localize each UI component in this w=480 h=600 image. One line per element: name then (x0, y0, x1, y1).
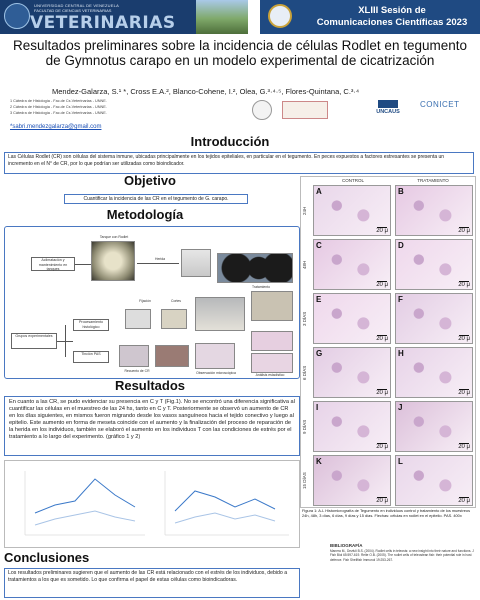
tile-letter: C (316, 241, 322, 250)
tile-scale: 20 μ (458, 444, 470, 450)
objective-text: Cuantificar la incidencia de las CR en el tegumento de G. carapo. (64, 194, 248, 204)
row-label: 24H (302, 206, 307, 215)
event-seal (268, 4, 292, 28)
stats-label: Análisis estadístico (255, 373, 285, 377)
results-heading: Resultados (114, 378, 186, 393)
microscope-view-photo (195, 343, 235, 369)
flow-line (65, 325, 66, 357)
row-label: 3 DÍAS (302, 311, 307, 326)
session-title (308, 5, 476, 29)
affiliation-1: 1 Cátedra de Histología - Fac.de Cs.Veterinarias - UNNE. (10, 99, 107, 103)
histology-tile (395, 185, 473, 236)
faculty-word: VETERINARIAS (30, 13, 176, 33)
uncaus-logo (366, 100, 410, 120)
tile-scale: 20 μ (376, 228, 388, 234)
sections-label: Cortes (171, 299, 181, 303)
conicet-logo (420, 100, 476, 120)
lab-work-photo (195, 297, 245, 331)
tile-scale: 20 μ (376, 336, 388, 342)
tile-letter: E (316, 295, 322, 304)
bibliography (330, 544, 474, 600)
treatment-label: Tratamiento (252, 285, 270, 289)
tile-letter: A (316, 187, 322, 196)
staining-photo (119, 345, 149, 367)
histology-tile (395, 239, 473, 290)
university-logo (4, 3, 30, 29)
affiliation-2: 2 Cátedra de Histología - Fac.de Cs.Veterinarias - UNNE. (10, 105, 107, 109)
slides-photo (155, 345, 189, 367)
conclusions-heading: Conclusiones (4, 550, 90, 565)
tile-scale: 20 μ (376, 444, 388, 450)
histology-tile (313, 239, 391, 290)
header-banner-right (260, 0, 480, 34)
tile-letter: K (316, 457, 322, 466)
flow-line (75, 264, 91, 265)
tile-scale: 20 μ (458, 336, 470, 342)
sections-photo (161, 309, 187, 329)
count-label: Recuento de CR (124, 369, 150, 373)
stain-box: Tinción PAS (73, 351, 109, 363)
tile-letter: G (316, 349, 323, 358)
groups-box: Grupos experimentales (11, 333, 57, 349)
figure-caption: Figura 1: A-L Histomicrografía de Tegumento en individuos control y tratamiento de los muestreos 24h, 48h, 3 días, 6 días, 9 días y 15 días. Flechas: células en rodlet en el epitelio. PAS. 400x (302, 508, 471, 518)
poster-title: Resultados preliminares sobre la incidencia de células Rodlet en tegumento de Gymnotus carapo en un modelo experimental de cicatrización (12, 38, 467, 68)
uncaus-logo-text: UNCAUS (376, 109, 400, 115)
fixation-label: Fijación (139, 299, 151, 303)
faculty-name: FACULTAD DE CIENCIAS VETERINARIAS (34, 8, 112, 13)
intro-text: Las Células Rodlet (CR) son células del sistema inmune, ubicadas principalmente en los tejidos epiteliales, en particular en el tegumento. En peces expuestos a factores estresantes se presenta un incremento en el N° de CR, por lo que podrían ser utilizadas como bioindicador. (4, 152, 474, 174)
chart-2 (165, 471, 289, 535)
partner-seal-logo (252, 100, 272, 120)
processing-box: Procesamiento histológico (73, 319, 109, 331)
bibliography-heading: BIBLIOGRAFÍA (330, 543, 363, 548)
lab-logo (282, 101, 328, 119)
tile-letter: I (316, 403, 319, 412)
observation-label: Observación microscópica (196, 371, 236, 375)
results-text: En cuanto a las CR, se pudo evidenciar su presencia en C y T (Fig.1). No se encontró una diferencia significativa al cuantificar las células en el muestreo de las 24 hs, tanto en C y T. Posteriormente se observó un aumento de CR en los días siguientes, en mismos fueron migrando desde los vasos sanguíneos hacia el tejido conectivo y luego al epitelio. Este aumento en forma de meseta coincide con el aumento y la finalización del proceso de reparación de la herida en los individuos, también se elaboró el aumento en los individuos T con las condiciones de estrés por el tratamiento a lo largo del experimento. (gráfico 1 y 2) (4, 396, 300, 456)
histology-tile (395, 293, 473, 344)
line-charts (5, 461, 299, 547)
affiliation-3: 3 Cátedra de Histología - Fac.de Cs.Veterinarias - UNNE. (10, 111, 107, 115)
tile-scale: 20 μ (458, 282, 470, 288)
row-label: 9 DÍAS (302, 419, 307, 434)
tile-letter: J (398, 403, 403, 412)
tile-scale: 20 μ (376, 282, 388, 288)
column-treatment: TRATAMIENTO (417, 178, 449, 183)
acclimation-box: Aclimatación y mantenimiento en tanques (31, 257, 75, 271)
row-label: 15 DÍAS (302, 472, 307, 489)
methodology-heading: Metodología (106, 207, 184, 222)
row-label: 6 DÍAS (302, 365, 307, 380)
fixation-photo (125, 309, 151, 329)
university-name: UNIVERSIDAD CENTRAL DE VENEZUELA (34, 3, 119, 8)
methodology-flowchart (4, 226, 300, 379)
session-line-1: XLIII Sesión de (358, 5, 426, 16)
tile-letter: H (398, 349, 404, 358)
tile-scale: 20 μ (458, 228, 470, 234)
treatment-tanks-photo (217, 253, 293, 283)
fish-photo (181, 249, 211, 277)
session-line-2: Comunicaciones Científicas 2023 (316, 17, 468, 28)
conclusions-text: Los resultados preliminares sugieren que el aumento de las CR está relacionado con el estrés de los individuos, debido a tratamientos a los que es sometido. Lo que confirma el papel de estas células como bioindicadoras. (4, 568, 300, 598)
histology-figure (300, 176, 476, 508)
results-charts (4, 460, 300, 548)
histology-tile (313, 455, 391, 506)
objective-heading: Objetivo (123, 173, 176, 188)
tile-letter: L (398, 457, 403, 466)
flow-line (137, 263, 179, 264)
histology-photo-1 (251, 331, 293, 351)
tile-scale: 20 μ (458, 390, 470, 396)
tank-photo (91, 241, 135, 281)
tile-letter: B (398, 187, 404, 196)
histology-tile (313, 401, 391, 452)
campus-photo (196, 0, 248, 34)
chart-1 (25, 471, 145, 535)
histology-photo-2 (251, 353, 293, 373)
histology-tile (313, 347, 391, 398)
histology-tile (313, 293, 391, 344)
column-control: CONTROL (341, 178, 364, 183)
tile-letter: D (398, 241, 404, 250)
tile-scale: 20 μ (376, 498, 388, 504)
histology-tile (395, 455, 473, 506)
tile-letter: F (398, 295, 403, 304)
tile-scale: 20 μ (458, 498, 470, 504)
row-label: 48H (302, 260, 307, 269)
tile-scale: 20 μ (376, 390, 388, 396)
intro-heading: Introducción (190, 134, 270, 149)
histology-tile (313, 185, 391, 236)
contact-email[interactable]: *sabri.mendezgalarza@gmail.com (10, 124, 102, 130)
histology-tile (395, 347, 473, 398)
histology-tile (395, 401, 473, 452)
bibliography-text: Manera M., Dezfuli B.S. (2004). Rodlet cells in teleosts: a new insight into their nature and functions. J Fish Biol 65:597-619. Reite O.B. (2005). The rodlet cells of teleostean fish: their potential role in host defence. Fish Shellfish Immunol 19:253-267. (330, 549, 474, 562)
tank-label: Tanque con Rodlet (99, 235, 129, 239)
conicet-logo-text: CONICET (420, 100, 460, 109)
microscope-photo (251, 291, 293, 321)
authors: Mendez-Galarza, S.¹ *, Cross E.A.², Blanco-Cohene, I.², Olea, G.³·⁴·⁵, Flores-Quintana, C.³·⁴ (52, 87, 360, 96)
wound-label: Herida (155, 257, 165, 261)
